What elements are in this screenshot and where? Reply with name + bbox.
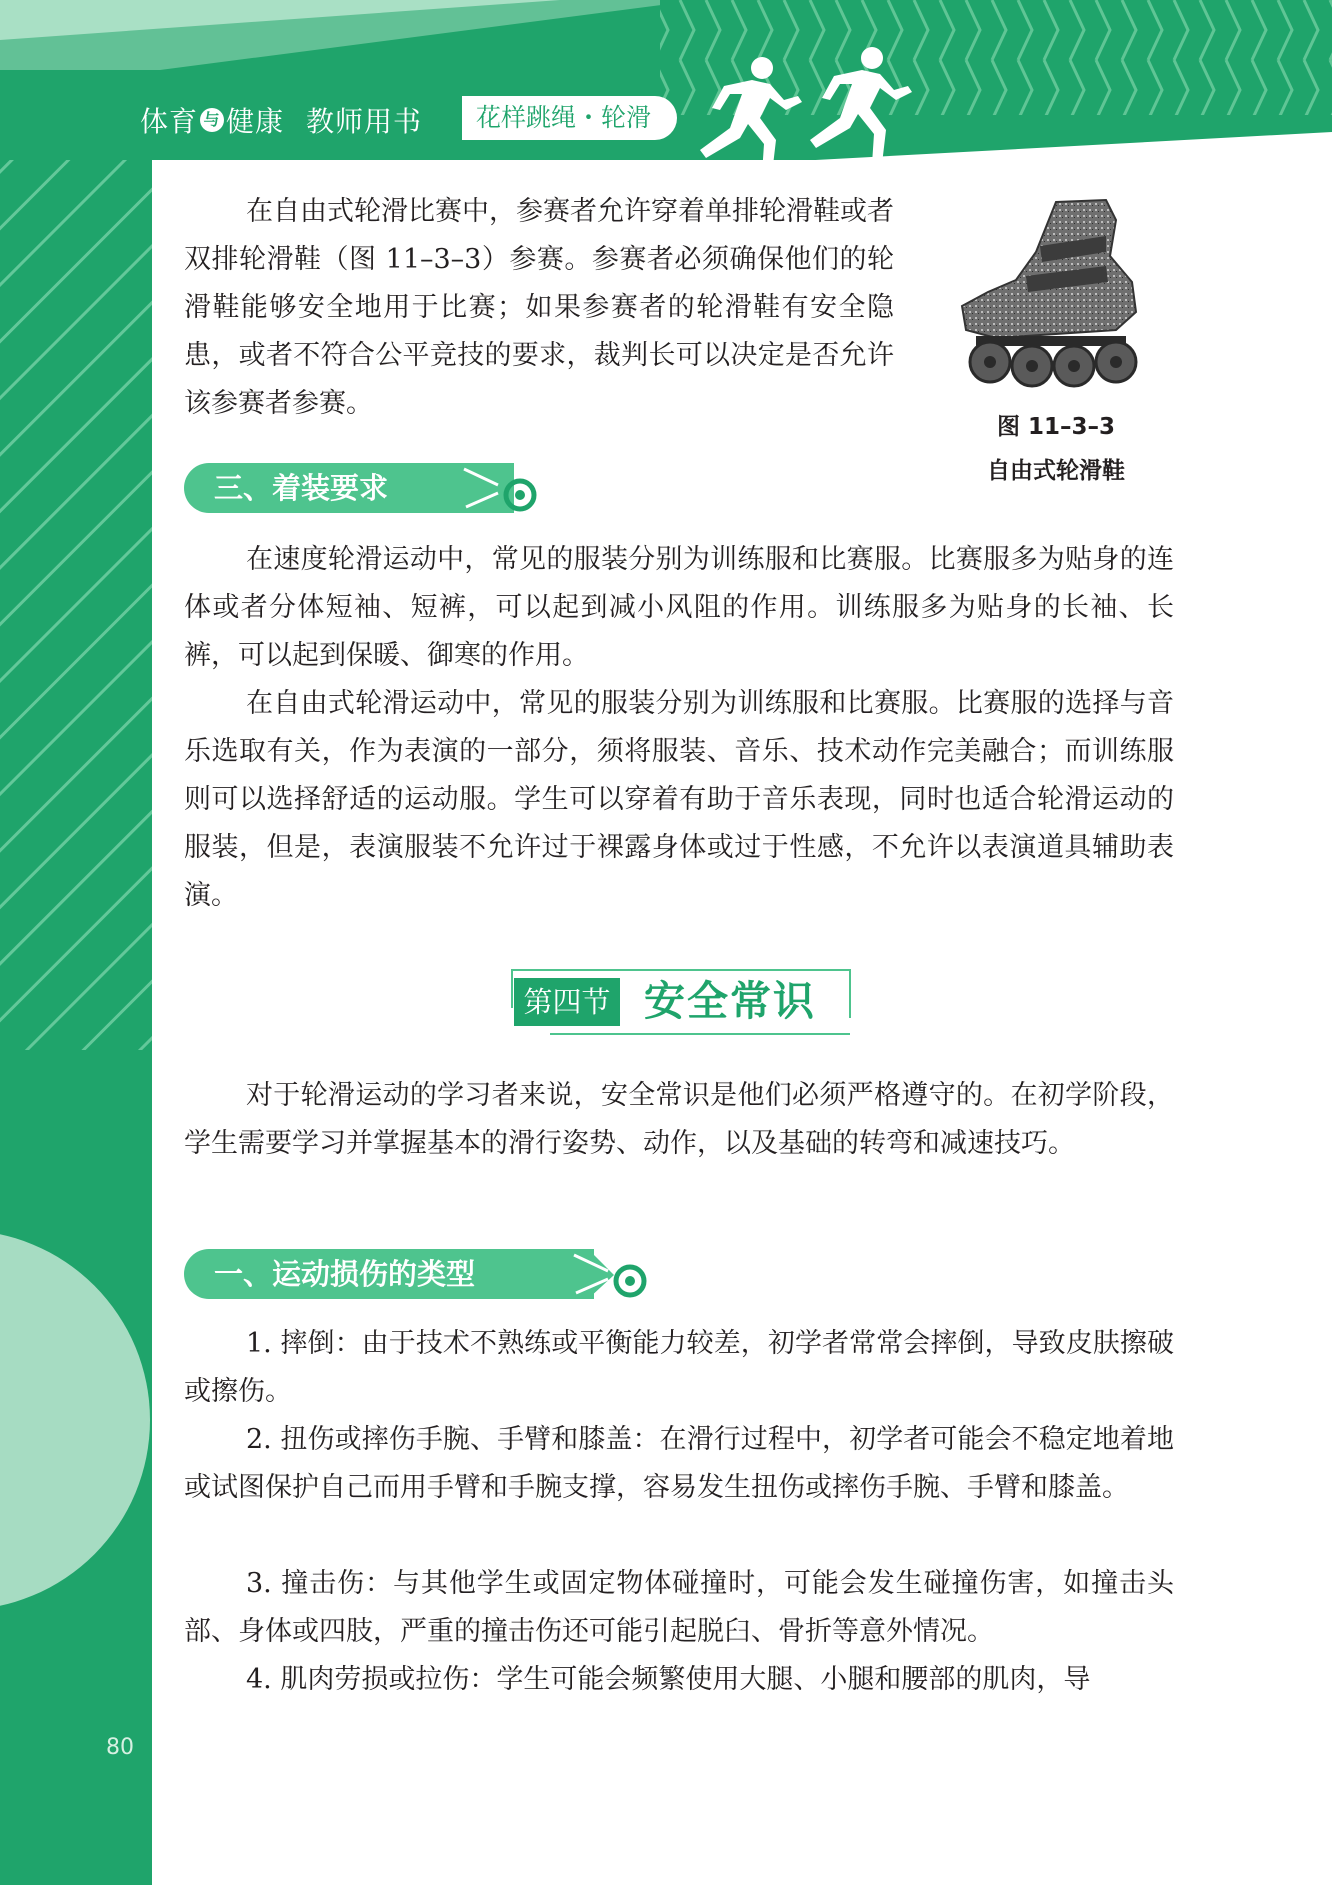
figure-title: 自由式轮滑鞋 [987, 458, 1125, 484]
section4-label: 第四节 [514, 978, 620, 1026]
section3-heading-bar [184, 463, 544, 513]
figure-number: 图 11–3–3 [996, 414, 1116, 440]
wing-target-icon [564, 1241, 654, 1307]
section3-paragraph-2: 在自由式轮滑运动中，常见的服装分别为训练服和比赛服。比赛服的选择与音乐选取有关，作为表演的一部分，须将服装、音乐、技术动作完美融合；而训练服则可以选择舒适的运动服。学生可以穿着有助于音乐表现，同时也适合轮滑运动的服装，但是，表演服装不允许过于裸露身体或过于性感，不允许以表演道具辅助表演。 [184, 688, 1174, 911]
section4-title: 安全常识 [644, 977, 816, 1025]
injury-item-4: 4. 肌肉劳损或拉伤：学生可能会频繁使用大腿、小腿和腰部的肌肉，导 [246, 1664, 1091, 1695]
injury-item-2: 2. 扭伤或摔伤手腕、手臂和膝盖：在滑行过程中，初学者可能会不稳定地着地或试图保护自己而用手臂和手腕支撑，容易发生扭伤或摔伤手腕、手臂和膝盖。 [184, 1424, 1174, 1503]
intro-paragraph: 在自由式轮滑比赛中，参赛者允许穿着单排轮滑鞋或者双排轮滑鞋（图 11–3–3）参赛。参赛者必须确保他们的轮滑鞋能够安全地用于比赛；如果参赛者的轮滑鞋有安全隐患，或者不符合公平竞技的要求，裁判长可以决定是否允许该参赛者参赛。 [184, 196, 894, 419]
subsection1-heading: 一、运动损伤的类型 [184, 1249, 594, 1299]
inline-skate-photo [956, 196, 1146, 396]
header-tab: 花样跳绳・轮滑 [462, 96, 677, 140]
injury-item-3: 3. 撞击伤：与其他学生或固定物体碰撞时，可能会发生碰撞伤害，如撞击头部、身体或四肢，严重的撞击伤还可能引起脱臼、骨折等意外情况。 [184, 1568, 1174, 1647]
section3-paragraph-1: 在速度轮滑运动中，常见的服装分别为训练服和比赛服。比赛服多为贴身的连体或者分体短袖、短裤，可以起到减小风阻的作用。训练服多为贴身的长袖、长裤，可以起到保暖、御寒的作用。 [184, 544, 1174, 671]
header-title-circle: 与 [200, 108, 224, 132]
wing-target-icon [454, 455, 544, 521]
header-title-left: 体育 [140, 105, 199, 138]
section3-heading: 三、着装要求 [184, 463, 514, 513]
page-number: 80 [106, 1735, 134, 1760]
header-title [140, 100, 422, 140]
subsection1-heading-bar [184, 1249, 654, 1299]
injury-item-1: 1. 摔倒：由于技术不熟练或平衡能力较差，初学者常常会摔倒，导致皮肤擦破或擦伤。 [184, 1328, 1174, 1407]
section4-intro: 对于轮滑运动的学习者来说，安全常识是他们必须严格遵守的。在初学阶段，学生需要学习并掌握基本的滑行姿势、动作，以及基础的转弯和减速技巧。 [184, 1080, 1174, 1159]
header-subtitle: 教师用书 [306, 105, 423, 138]
header-title-right: 健康 [226, 105, 285, 138]
